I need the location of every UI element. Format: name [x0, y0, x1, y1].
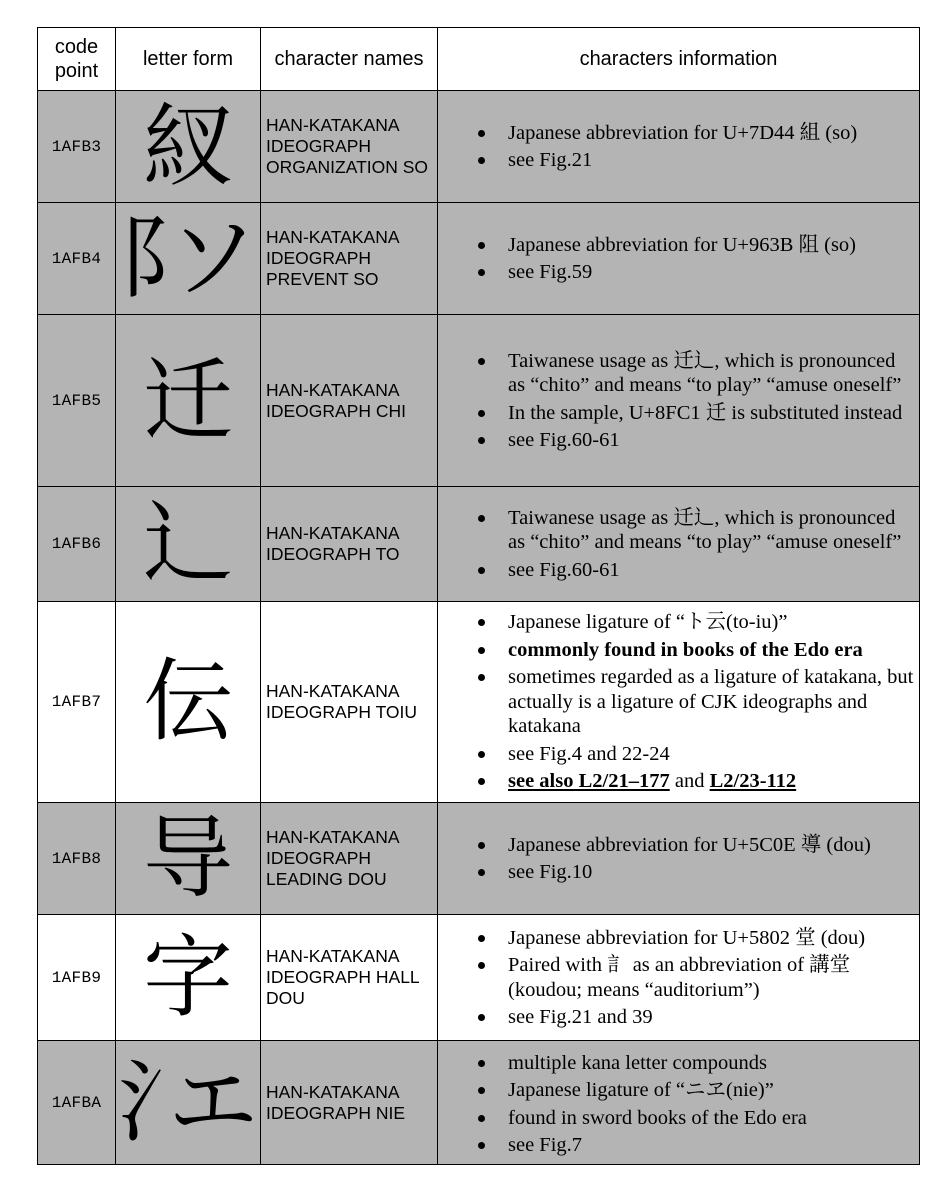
info-item: see Fig.60-61 — [508, 558, 915, 583]
info-item: Japanese abbreviation for U+5802 堂 (dou) — [508, 926, 915, 951]
table-row — [38, 203, 920, 315]
header-characters-information: characters information — [438, 28, 920, 91]
info-item: In the sample, U+8FC1 迁 is substituted instead — [508, 401, 915, 426]
character-name: HAN-KATAKANA IDEOGRAPH LEADING DOU — [261, 803, 438, 915]
code-point: 1AFBA — [38, 1041, 116, 1165]
info-item: Taiwanese usage as 迁辶, which is pronounced as “chito” and means “to play” “amuse oneself” — [508, 506, 915, 555]
letter-form-glyph: 伝 — [116, 602, 261, 803]
table-row — [38, 487, 920, 602]
code-point: 1AFB6 — [38, 487, 116, 602]
info-item: Paired with 訁 as an abbreviation of 講堂 (koudou; means “auditorium”) — [508, 953, 915, 1002]
character-name: HAN-KATAKANA IDEOGRAPH TOIU — [261, 602, 438, 803]
info-item: Japanese abbreviation for U+7D44 組 (so) — [508, 121, 915, 146]
info-item: sometimes regarded as a ligature of katakana, but actually is a ligature of CJK ideographs and katakana — [508, 666, 914, 738]
info-item: see Fig.59 — [508, 260, 915, 285]
character-name: HAN-KATAKANA IDEOGRAPH PREVENT SO — [261, 203, 438, 315]
character-name: HAN-KATAKANA IDEOGRAPH CHI — [261, 315, 438, 487]
info-item: see Fig.7 — [508, 1133, 915, 1158]
code-point: 1AFB7 — [38, 602, 116, 803]
letter-form-glyph: 迁 — [116, 315, 261, 487]
info-item: see Fig.10 — [508, 860, 915, 885]
letter-form-glyph: 辶 — [116, 487, 261, 602]
letter-form-glyph: 紁 — [116, 91, 261, 203]
info-item: multiple kana letter compounds — [508, 1051, 915, 1076]
info-item: see Fig.21 and 39 — [508, 1005, 915, 1030]
table-row — [38, 91, 920, 203]
table-row — [38, 602, 920, 803]
info-item: Japanese abbreviation for U+5C0E 導 (dou) — [508, 833, 915, 858]
info-item: see Fig.4 and 22-24 — [508, 742, 915, 767]
character-info — [438, 203, 920, 315]
character-info — [438, 315, 920, 487]
letter-form-glyph: 字 — [116, 915, 261, 1041]
info-item: see Fig.21 — [508, 148, 915, 173]
table-row — [38, 803, 920, 915]
see-also-link[interactable]: see also L2/21–177 — [508, 770, 670, 793]
character-info — [438, 487, 920, 602]
code-point: 1AFB8 — [38, 803, 116, 915]
character-info — [438, 1041, 920, 1165]
character-name: HAN-KATAKANA IDEOGRAPH NIE — [261, 1041, 438, 1165]
character-info — [438, 915, 920, 1041]
code-point: 1AFB4 — [38, 203, 116, 315]
table-row — [38, 915, 920, 1041]
table-row — [38, 1041, 920, 1165]
header-code-point: code point — [38, 28, 116, 91]
character-info — [438, 91, 920, 203]
header-letter-form: letter form — [116, 28, 261, 91]
code-point: 1AFB5 — [38, 315, 116, 487]
letter-form-glyph: 导 — [116, 803, 261, 915]
code-point: 1AFB3 — [38, 91, 116, 203]
header-character-names: character names — [261, 28, 438, 91]
table-row — [38, 315, 920, 487]
info-item: Japanese abbreviation for U+963B 阻 (so) — [508, 233, 915, 258]
info-item: Taiwanese usage as 迁辶, which is pronounced as “chito” and means “to play” “amuse oneself” — [508, 349, 915, 398]
header-row — [38, 28, 920, 91]
see-also-and: and — [674, 770, 705, 793]
letter-form-glyph: 阝ソ — [116, 203, 261, 315]
character-table — [37, 27, 920, 1165]
character-name: HAN-KATAKANA IDEOGRAPH HALL DOU — [261, 915, 438, 1041]
character-info — [438, 803, 920, 915]
info-item-see-also — [508, 769, 915, 794]
character-name: HAN-KATAKANA IDEOGRAPH TO — [261, 487, 438, 602]
info-item: Japanese ligature of “ト云(to-iu)” — [508, 610, 915, 635]
character-name: HAN-KATAKANA IDEOGRAPH ORGANIZATION SO — [261, 91, 438, 203]
info-item: Japanese ligature of “ニヱ(nie)” — [508, 1078, 915, 1103]
info-item: see Fig.60-61 — [508, 428, 915, 453]
see-also-ref-link[interactable]: L2/23-112 — [709, 770, 797, 793]
code-point: 1AFB9 — [38, 915, 116, 1041]
letter-form-glyph: 氵エ — [116, 1041, 261, 1165]
info-item: found in sword books of the Edo era — [508, 1106, 915, 1131]
character-info — [438, 602, 920, 803]
info-item: commonly found in books of the Edo era — [508, 638, 915, 663]
